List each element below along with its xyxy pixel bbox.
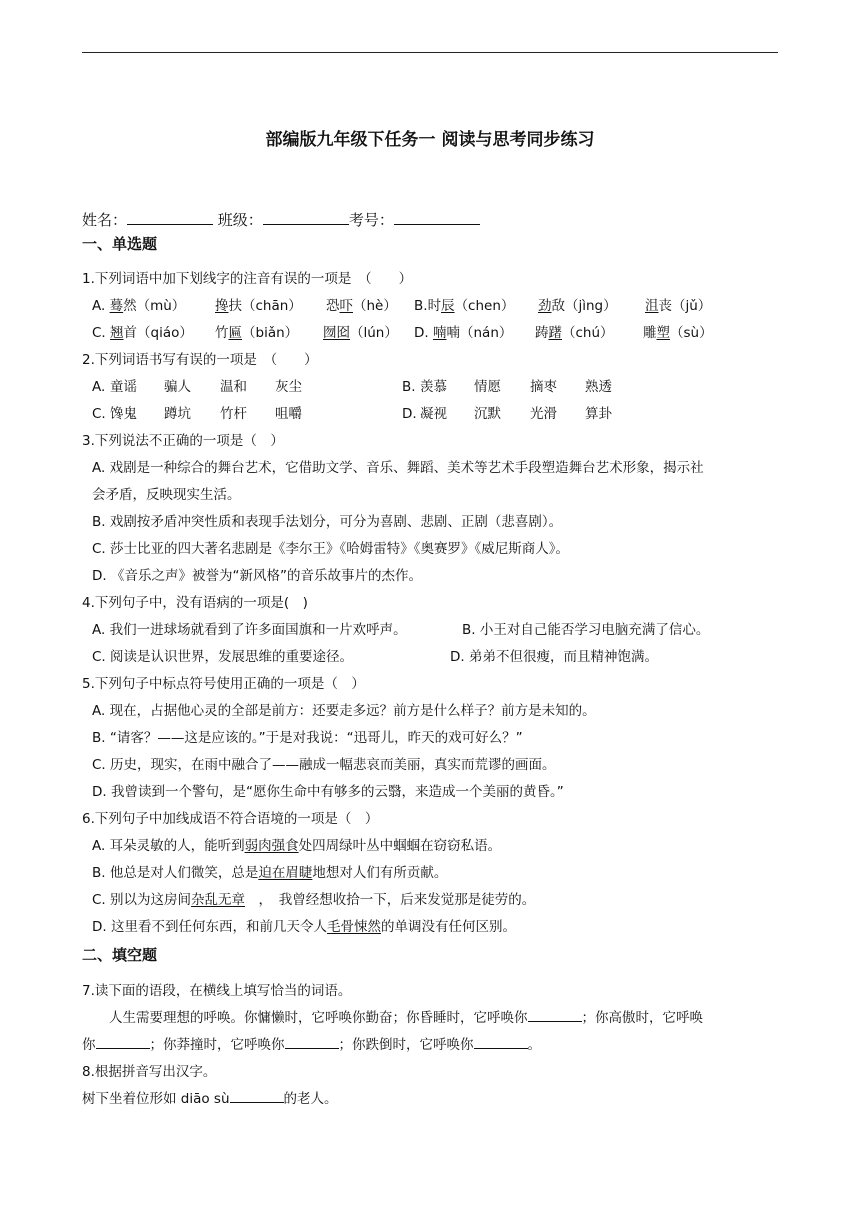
q1-option-d: D. 喃喃（nán） [414,325,513,341]
q2-option-a-label: A. [92,379,106,395]
q7-passage-line-2: 你 ；你莽撞时，它呼唤你 ；你跌倒时，它呼唤你 。 [82,1037,541,1053]
class-label: 班级： [217,211,263,229]
q1-option-a: A. 蓦然（mù） [92,298,186,314]
q2-c-word: 馋鬼 [110,406,137,422]
q4-option-a: A. 我们一进球场就看到了许多面国旗和一片欢呼声。 [92,622,407,638]
q3-option-d: D. 《音乐之声》被誉为“新风格”的音乐故事片的杰作。 [92,568,422,584]
q7-blank-4[interactable] [474,1035,528,1049]
header-rule [82,52,778,53]
q6-stem: 6.下列句子中加线成语不符合语境的一项是（ ） [82,811,379,827]
q7-blank-1[interactable] [528,1008,582,1022]
q1-a-word-3: 恐吓（hè） [326,298,397,314]
q2-option-c-label: C. [92,406,106,422]
q2-b-word: 情愿 [474,379,501,395]
q2-b-word: 熟透 [585,379,612,395]
q4-option-b: B. 小王对自己能否学习电脑充满了信心。 [462,622,710,638]
q1-c-word-3: 囫囵（lún） [323,325,398,341]
q5-option-a: A. 现在，占据他心灵的全部是前方：还要走多远？前方是什么样子？前方是未知的。 [92,703,596,719]
q1-b-word-2: 劲敌（jìng） [538,298,617,314]
q1-a-word-2: 搀扶（chān） [215,298,302,314]
q5-stem: 5.下列句子中标点符号使用正确的一项是（ ） [82,676,365,692]
q2-d-word: 沉默 [474,406,501,422]
q2-a-word: 灰尘 [275,379,302,395]
q5-option-d: D. 我曾读到一个警句，是“愿你生命中有够多的云翳，来造成一个美丽的黄昏。” [92,784,564,800]
q1-option-c: C. 翘首（qiáo） [92,325,193,341]
name-blank[interactable] [127,210,213,225]
q6-option-d: D. 这里看不到任何东西，和前几天令人毛骨悚然的单调没有任何区别。 [92,919,516,935]
q1-stem: 1.下列词语中加下划线字的注音有误的一项是 （ ） [82,271,413,287]
q3-stem: 3.下列说法不正确的一项是（ ） [82,433,284,449]
q2-d-word: 凝视 [420,406,447,422]
q2-stem: 2.下列词语书写有误的一项是 （ ） [82,352,318,368]
q7-blank-2[interactable] [96,1035,150,1049]
q1-d-word-2: 踌躇（chú） [535,325,614,341]
q7-stem: 7.读下面的语段，在横线上填写恰当的词语。 [82,983,352,999]
q2-b-word: 羡慕 [420,379,447,395]
class-blank[interactable] [263,210,349,225]
q1-option-b: B.时辰（chen） [414,298,515,314]
q3-option-a: A. 戏剧是一种综合的舞台艺术，它借助文学、音乐、舞蹈、美术等艺术手段塑造舞台艺术形象，揭示社 [92,460,704,476]
q1-c-word-2: 竹匾（biǎn） [215,325,299,341]
q5-option-b: B. “请客？——这是应该的。”于是对我说：“迅哥儿，昨天的戏可好么？” [92,730,523,746]
q2-d-word: 光滑 [530,406,557,422]
q3-option-a-cont: 会矛盾，反映现实生活。 [92,487,241,503]
q4-option-d: D. 弟弟不但很瘦，而且精神饱满。 [450,649,658,665]
q4-option-c: C. 阅读是认识世界，发展思维的重要途径。 [92,649,354,665]
q2-d-word: 算卦 [585,406,612,422]
student-info-line [82,210,480,230]
q1-b-word-3: 沮丧（jǔ） [645,298,712,314]
section-single-choice: 一、单选题 [82,235,158,253]
q2-option-b-label: B. [402,379,416,395]
q4-stem: 4.下列句子中，没有语病的一项是( ) [82,595,308,611]
section-fill-in: 二、填空题 [82,946,158,964]
q5-option-c: C. 历史，现实，在雨中融合了——融成一幅悲哀而美丽，真实而荒谬的画面。 [92,757,556,773]
q6-option-a: A. 耳朵灵敏的人，能听到弱肉强食处四周绿叶丛中蝈蝈在窃窃私语。 [92,838,502,854]
q2-option-d-label: D. [402,406,417,422]
q2-c-word: 蹲坑 [164,406,191,422]
q2-c-word: 咀嚼 [275,406,302,422]
name-label: 姓名： [82,211,128,229]
q2-a-word: 温和 [220,379,247,395]
exam-label: 考号： [348,211,394,229]
q7-passage-line-1: 人生需要理想的呼唤。你慵懒时，它呼唤你勤奋；你昏睡时，它呼唤你 ；你高傲时，它呼唤 [82,1010,703,1026]
exam-blank[interactable] [394,210,480,225]
page-title: 部编版九年级下任务一 阅读与思考同步练习 [265,130,595,150]
q7-blank-3[interactable] [285,1035,339,1049]
q8-stem: 8.根据拼音写出汉字。 [82,1064,217,1080]
q1-a-word-1: 蓦然（mù） [109,298,186,314]
q8-blank[interactable] [230,1089,284,1103]
q2-a-word: 童谣 [110,379,137,395]
q6-option-c: C. 别以为这房间杂乱无章 ， 我曾经想收拾一下，后来发觉那是徒劳的。 [92,892,536,908]
q1-c-word-1: 翘首（qiáo） [110,325,193,341]
q6-option-b: B. 他总是对人们微笑，总是迫在眉睫地想对人们有所贡献。 [92,865,448,881]
q3-option-b: B. 戏剧按矛盾冲突性质和表现手法划分，可分为喜剧、悲剧、正剧（悲喜剧）。 [92,514,563,530]
q8-sentence: 树下坐着位形如 diāo sù 的老人。 [82,1091,338,1107]
q1-d-word-3: 雕塑（sù） [643,325,713,341]
q3-option-c: C. 莎士比亚的四大著名悲剧是《李尔王》《哈姆雷特》《奥赛罗》《威尼斯商人》。 [92,541,570,557]
q2-c-word: 竹杆 [220,406,247,422]
q2-a-word: 骗人 [164,379,191,395]
q2-b-word: 摘枣 [530,379,557,395]
